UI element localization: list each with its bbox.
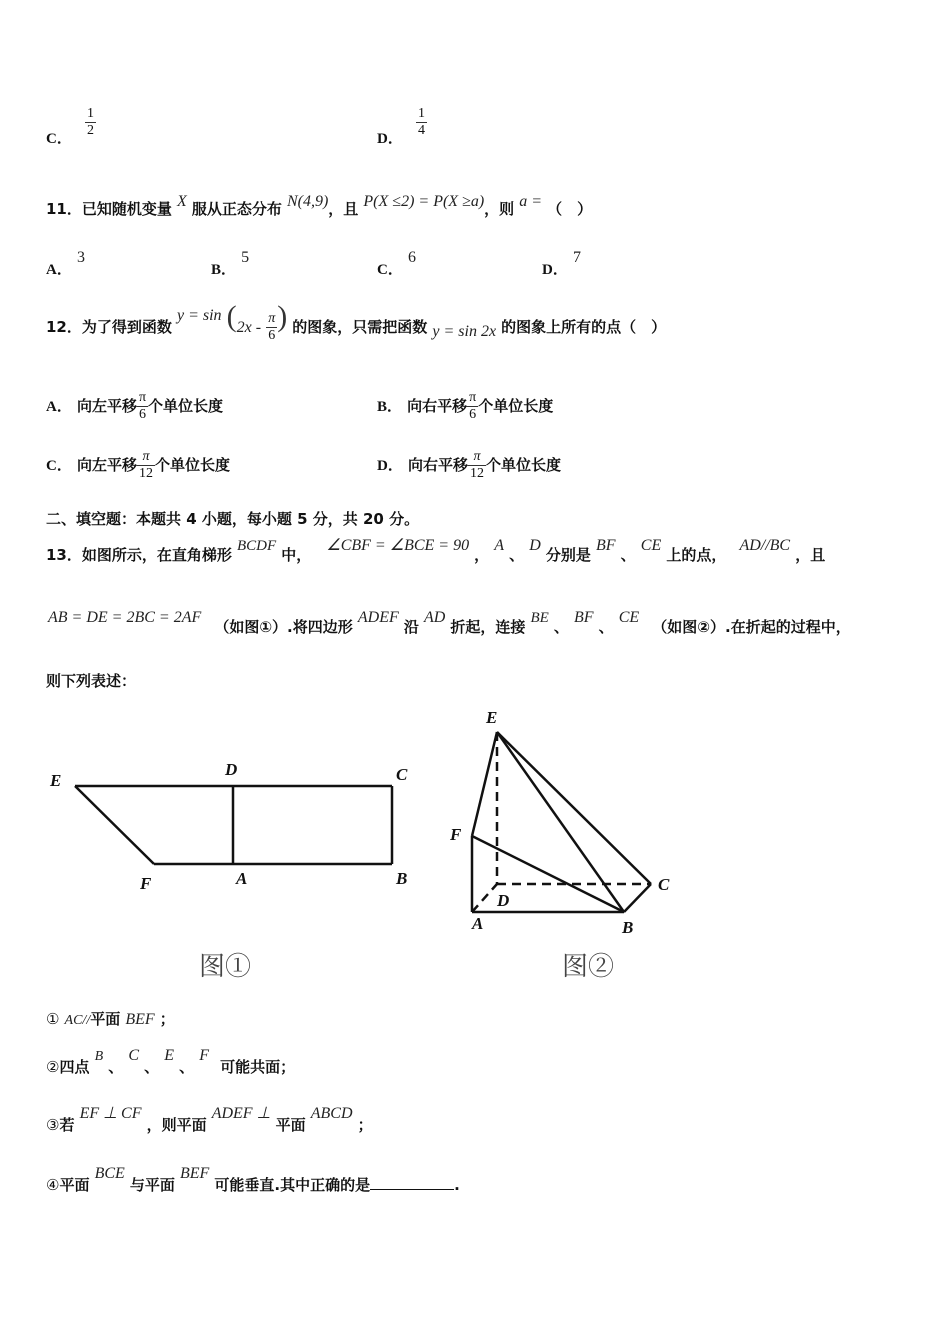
question-12-stem: 12．为了得到函数 y = sin (2x - $\frac{\pi}{6}$ ) 的图象，只需把函数 y = sin 2x 的图象上所有的点（ ） xyxy=(46,300,667,343)
statement-4: ④平面 BCE 与平面 BEF 可能垂直.其中正确的是 . xyxy=(46,1165,460,1194)
question-13-line-3: 则下列表述： xyxy=(46,672,137,690)
question-13-line-2: AB = DE = 2BC = 2AF （如图①）.将四边形 ADEF 沿 AD 折起，连接 BE 、 BF 、 CE （如图②）.在折起的过程中， xyxy=(48,609,851,636)
q11-option-d: D． 7 xyxy=(542,249,581,278)
option-label: D． xyxy=(377,131,403,147)
edge-fb xyxy=(472,836,624,912)
fraction: $\frac{1}{4}$ xyxy=(417,106,425,138)
label-b: B xyxy=(396,869,408,888)
q11-option-c: C． 6 xyxy=(377,249,416,278)
label-e: E xyxy=(50,771,62,790)
q12-option-d: D． 向右平移 $\frac{\pi}{12}$ 个单位长度 xyxy=(377,449,561,481)
answer-blank[interactable] xyxy=(370,1175,454,1190)
label-f: F xyxy=(140,874,152,893)
statement-1: ① AC//平面 BEF ； xyxy=(46,1010,175,1028)
edge-bc xyxy=(624,884,651,912)
q12-option-c: C． 向左平移 $\frac{\pi}{12}$ 个单位长度 xyxy=(46,449,230,481)
label-b: B xyxy=(622,918,634,937)
section-heading: 二、填空题：本题共 4 小题，每小题 5 分，共 20 分。 xyxy=(46,510,420,528)
q12-option-b: B． 向右平移 $\frac{\pi}{6}$ 个单位长度 xyxy=(377,390,554,422)
label-e: E xyxy=(486,708,498,727)
option-label: C． xyxy=(46,131,72,147)
edge-ad-hidden xyxy=(472,884,497,912)
label-d: D xyxy=(225,760,238,779)
figure-2 xyxy=(440,700,690,940)
statement-2: ②四点 B 、 C 、 E 、 F 可能共面； xyxy=(46,1047,296,1076)
q11-option-b: B． 5 xyxy=(211,249,250,278)
label-f: F xyxy=(450,825,462,844)
edge-ef xyxy=(75,786,154,864)
fraction: $\frac{\pi}{12}$ xyxy=(469,449,484,481)
fraction: $\frac{\pi}{6}$ xyxy=(268,311,276,343)
figure-1-caption: 图① xyxy=(199,952,252,982)
label-c: C xyxy=(396,765,408,784)
label-c: C xyxy=(658,875,670,894)
label-a: A xyxy=(236,869,248,888)
label-d: D xyxy=(497,891,510,910)
figure-1-lines xyxy=(75,786,392,864)
fraction: $\frac{1}{2}$ xyxy=(86,106,94,138)
q12-option-a: A． 向左平移 $\frac{\pi}{6}$ 个单位长度 xyxy=(46,390,224,422)
question-13-line-1: 13．如图所示，在直角梯形 BCDF 中， ∠CBF = ∠BCE = 90 ， A 、 D 分别是 BF 、 CE 上的点， AD//BC ，且 xyxy=(46,537,826,564)
q10-option-d xyxy=(377,106,427,147)
fraction: $\frac{\pi}{6}$ xyxy=(469,390,477,422)
q10-option-c xyxy=(46,106,96,147)
fraction: $\frac{\pi}{6}$ xyxy=(138,390,147,422)
edge-ef xyxy=(472,732,497,836)
figure-2-caption: 图② xyxy=(562,952,615,982)
fraction: $\frac{\pi}{12}$ xyxy=(138,449,153,481)
q11-option-a: A． 3 xyxy=(46,249,85,278)
figure-1 xyxy=(40,750,430,900)
label-a: A xyxy=(472,914,484,933)
question-11-stem: 11．已知随机变量 X 服从正态分布 N(4,9)，且 P(X ≤2) = P(X ≥a)，则 a = （ ） xyxy=(46,193,593,218)
statement-3: ③若 EF ⊥ CF ，则平面 ADEF ⊥ 平面 ABCD ； xyxy=(46,1105,373,1134)
